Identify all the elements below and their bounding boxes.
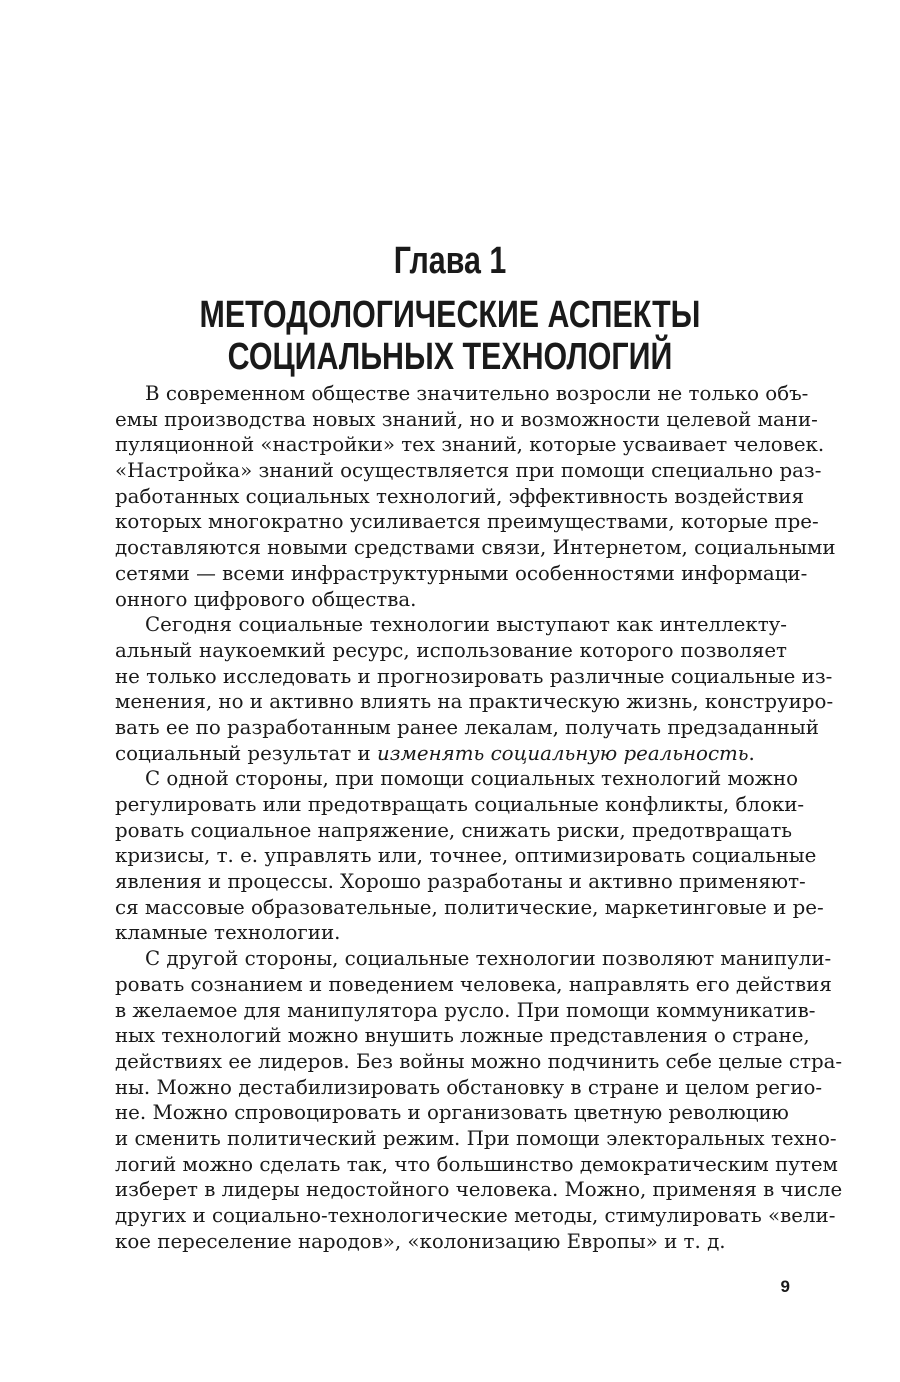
chapter-title <box>90 294 810 378</box>
text-line: и сменить политический режим. При помощи электоральных техно- <box>115 1126 837 1150</box>
text-line: явления и процессы. Хорошо разработаны и активно применяют- <box>115 870 806 894</box>
paragraph <box>115 946 843 1254</box>
text-line: С одной стороны, при помощи социальных технологий можно <box>145 767 799 791</box>
text-line: ровать сознанием и поведением человека, направлять его действия <box>115 972 832 996</box>
text-line: не. Можно спровоцировать и организовать цветную революцию <box>115 1101 789 1125</box>
text-line: не только исследовать и прогнозировать различные социальные из- <box>115 664 833 688</box>
text-line: пуляционной «настройки» тех знаний, которые усваивает человек. <box>115 433 825 457</box>
text-line: изберет в лидеры недостойного человека. Можно, применяя в числе <box>115 1178 843 1202</box>
paragraph <box>115 766 824 946</box>
italic-emphasis: изменять социальную реальность <box>377 741 749 765</box>
text-line: которых многократно усиливается преимуществами, которые пре- <box>115 510 819 534</box>
text-segment: социальный результат и <box>115 741 377 765</box>
chapter-title-line: МЕТОДОЛОГИЧЕСКИЕ АСПЕКТЫ <box>199 294 701 336</box>
text-line: других и социально-технологические методы, стимулировать «вели- <box>115 1204 836 1227</box>
text-line: ны. Можно дестабилизировать обстановку в стране и целом регио- <box>115 1075 823 1099</box>
text-line: доставляются новыми средствами связи, Интернетом, социальными <box>115 536 836 560</box>
chapter-number: Глава 1 <box>393 240 507 282</box>
text-line: ся массовые образовательные, политические, маркетинговые и ре- <box>115 895 824 919</box>
text-line: менения, но и активно влиять на практическую жизнь, конструиро- <box>115 690 834 714</box>
text-line: вать ее по разработанным ранее лекалам, получать предзаданный <box>115 715 819 739</box>
text-line: сетями — всеми инфраструктурными особенностями информаци- <box>115 561 808 585</box>
text-line: работанных социальных технологий, эффективность воздействия <box>115 484 804 508</box>
paragraph <box>115 612 834 766</box>
text-line: ровать социальное напряжение, снижать риски, предотвращать <box>115 818 793 842</box>
page-number: 9 <box>780 1277 790 1296</box>
text-line: кое переселение народов», «колонизацию Европы» и т. д. <box>115 1229 726 1253</box>
text-line: в желаемое для манипулятора русло. При помощи коммуникатив- <box>115 998 816 1022</box>
text-line: логий можно сделать так, что большинство демократическим путем <box>115 1152 838 1176</box>
text-line: регулировать или предотвращать социальные конфликты, блоки- <box>115 793 805 816</box>
text-line: альный наукоемкий ресурс, использование которого позволяет <box>115 638 787 662</box>
body-text <box>115 381 843 1254</box>
text-line: кризисы, т. е. управлять или, точнее, оптимизировать социальные <box>115 844 817 868</box>
paragraph <box>115 381 836 612</box>
text-line: С другой стороны, социальные технологии позволяют манипули- <box>145 947 832 971</box>
text-line: ных технологий можно внушить ложные представления о стране, <box>115 1024 810 1048</box>
text-line: действиях ее лидеров. Без войны можно подчинить себе целые стра- <box>115 1049 843 1073</box>
text-line: емы производства новых знаний, но и возможности целевой мани- <box>115 407 818 431</box>
text-line: В современном обществе значительно возросли не только объ- <box>145 382 809 405</box>
chapter-title-line: СОЦИАЛЬНЫХ ТЕХНОЛОГИЙ <box>227 336 673 378</box>
text-line: «Настройка» знаний осуществляется при помощи специально раз- <box>115 459 822 483</box>
text-line: онного цифрового общества. <box>115 587 417 611</box>
text-line: Сегодня социальные технологии выступают как интеллекту- <box>145 613 787 637</box>
text-line <box>115 741 787 767</box>
chapter-header <box>90 238 810 378</box>
text-line: кламные технологии. <box>115 921 341 945</box>
text-segment: . <box>748 741 755 765</box>
